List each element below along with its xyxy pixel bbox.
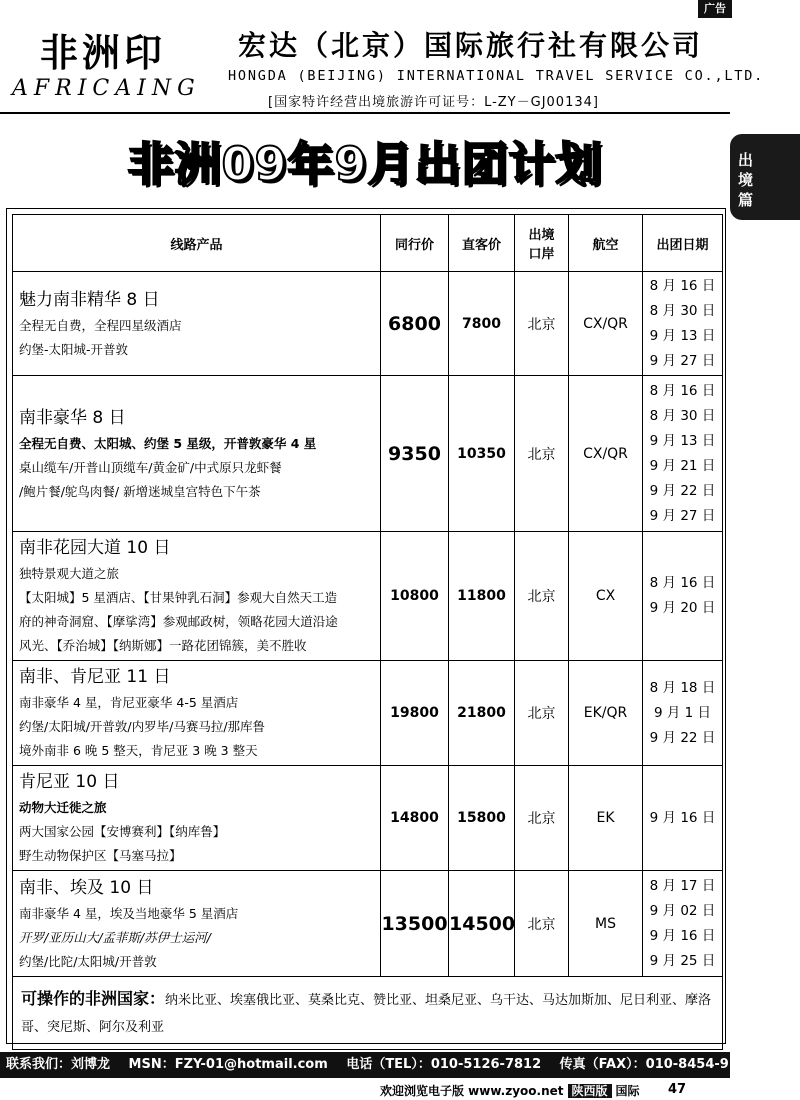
countries-label: 可操作的非洲国家：	[21, 989, 166, 1008]
date-item: 8 月 16 日	[649, 277, 716, 294]
route-cell	[13, 661, 381, 766]
direct-price: 10350	[449, 376, 515, 532]
departure-dates	[643, 661, 723, 766]
side-tab-label: 出境篇	[738, 151, 754, 209]
company-name-chinese: 宏达（北京）国际旅行社有限公司	[238, 29, 704, 62]
header-port-line1: 出境	[528, 228, 555, 243]
date-item: 9 月 22 日	[649, 729, 716, 746]
peer-price: 19800	[381, 661, 449, 766]
peer-price: 10800	[381, 532, 449, 661]
direct-price: 15800	[449, 766, 515, 871]
departure-dates	[643, 272, 723, 376]
route-cell	[13, 766, 381, 871]
route-cell	[13, 871, 381, 977]
contact-fax: 传真（FAX）：010-8454-9193	[559, 1057, 756, 1072]
date-item: 9 月 13 日	[649, 432, 716, 449]
departure-port: 北京	[515, 661, 569, 766]
date-item: 9 月 02 日	[649, 902, 716, 919]
departure-port: 北京	[515, 532, 569, 661]
date-item: 9 月 1 日	[653, 704, 712, 721]
departure-port: 北京	[515, 376, 569, 532]
date-item: 8 月 16 日	[649, 575, 716, 591]
license-number: [国家特许经营出境旅游许可证号：L-ZY－GJ00134]	[268, 95, 599, 110]
route-detail: /鲍片餐/鸵鸟肉餐/ 新增迷城皇宫特色下午茶	[19, 483, 261, 499]
route-detail: 两大国家公园【安博赛利】【纳库鲁】	[19, 824, 226, 839]
header-airline: 航空	[569, 215, 643, 272]
route-title: 南非花园大道 10 日	[19, 538, 171, 558]
header-direct-price: 直客价	[449, 215, 515, 272]
website-text: 欢迎浏览电子版 www.zyoo.net	[380, 1084, 564, 1098]
countries-row	[13, 977, 723, 1050]
departure-port: 北京	[515, 871, 569, 977]
route-detail: 约堡/比陀/太阳城/开普敦	[19, 953, 157, 969]
route-detail: 约堡/太阳城/开普敦/内罗毕/马赛马拉/那库鲁	[19, 719, 266, 734]
date-item: 9 月 27 日	[649, 352, 716, 369]
route-title: 南非豪华 8 日	[19, 407, 126, 428]
company-name-english: HONGDA (BEIJING) INTERNATIONAL TRAVEL SERVICE CO.,LTD.	[228, 68, 765, 84]
route-detail: 全程无自费、太阳城、约堡 5 星级，开普敦豪华 4 星	[19, 435, 317, 451]
route-title: 南非、埃及 10 日	[19, 877, 154, 898]
route-detail: 全程无自费，全程四星级酒店	[19, 317, 182, 333]
direct-price: 14500	[449, 871, 515, 977]
edition-tag: 陕西版	[568, 1084, 612, 1098]
page-number: 47	[668, 1082, 687, 1097]
date-item: 8 月 16 日	[649, 382, 716, 399]
table-row	[13, 871, 723, 977]
section-label: 国际	[615, 1084, 640, 1098]
departure-dates	[643, 871, 723, 977]
header-route: 线路产品	[13, 215, 381, 272]
date-item: 8 月 17 日	[649, 877, 716, 894]
departure-dates	[643, 532, 723, 661]
table-row	[13, 766, 723, 871]
contact-msn: MSN：FZY-01@hotmail.com	[128, 1057, 328, 1072]
table-row	[13, 661, 723, 766]
date-item: 9 月 16 日	[649, 927, 716, 944]
route-detail: 境外南非 6 晚 5 整天，肯尼亚 3 晚 3 整天	[19, 743, 258, 758]
tour-schedule-table	[12, 214, 723, 1050]
table-row	[13, 532, 723, 661]
route-title: 肯尼亚 10 日	[19, 772, 120, 792]
route-title: 南非、肯尼亚 11 日	[19, 667, 171, 687]
peer-price: 9350	[381, 376, 449, 532]
departure-dates	[643, 766, 723, 871]
route-detail: 约堡-太阳城-开普敦	[19, 341, 129, 357]
contact-person: 联系我们：刘博龙	[6, 1057, 111, 1072]
table-header-row	[13, 215, 723, 272]
table-row	[13, 376, 723, 532]
route-detail: 南非豪华 4 星，埃及当地豪华 5 星酒店	[19, 905, 239, 921]
advertisement-tag: 广告	[698, 0, 732, 18]
date-item: 9 月 16 日	[649, 809, 716, 826]
logo-english: AFRICAING	[12, 76, 201, 101]
airline: EK	[569, 766, 643, 871]
date-item: 9 月 25 日	[649, 952, 716, 969]
date-item: 8 月 18 日	[649, 679, 716, 696]
airline: MS	[569, 871, 643, 977]
date-item: 9 月 27 日	[649, 507, 716, 524]
departure-dates	[643, 376, 723, 532]
route-detail: 独特景观大道之旅	[19, 566, 120, 581]
logo-chinese: 非洲印	[40, 30, 167, 75]
peer-price: 14800	[381, 766, 449, 871]
header-divider	[0, 112, 730, 114]
airline: EK/QR	[569, 661, 643, 766]
route-cell	[13, 532, 381, 661]
route-detail: 南非豪华 4 星，肯尼亚豪华 4-5 星酒店	[19, 695, 239, 710]
route-cell	[13, 272, 381, 376]
route-cell	[13, 376, 381, 532]
header-port	[515, 215, 569, 272]
route-detail: 【太阳城】5 星酒店、【甘果钟乳石洞】参观大自然天工造	[19, 590, 338, 605]
direct-price: 7800	[449, 272, 515, 376]
header-dates: 出团日期	[643, 215, 723, 272]
page-title: 非洲09年9月出团计划	[127, 137, 603, 191]
date-item: 8 月 30 日	[649, 407, 716, 424]
date-item: 8 月 30 日	[649, 302, 716, 319]
section-side-tab	[730, 134, 800, 220]
date-item: 9 月 22 日	[649, 482, 716, 499]
route-title: 魅力南非精华 8 日	[19, 289, 160, 310]
date-item: 9 月 21 日	[649, 457, 716, 474]
contact-bar	[0, 1052, 756, 1078]
schedule-frame	[6, 208, 726, 1044]
peer-price: 13500	[381, 871, 449, 977]
header-port-line2: 口岸	[528, 247, 555, 262]
direct-price: 21800	[449, 661, 515, 766]
airline: CX	[569, 532, 643, 661]
route-detail: 开罗/亚历山大/孟菲斯/苏伊士运河/	[19, 929, 211, 945]
departure-port: 北京	[515, 272, 569, 376]
route-detail: 动物大迁徙之旅	[19, 800, 107, 815]
countries-list: 纳米比亚、埃塞俄比亚、莫桑比克、赞比亚、坦桑尼亚、乌干达、马达加斯加、尼日利亚、摩洛哥、突尼斯、阿尔及利亚	[21, 993, 712, 1035]
bottom-info	[380, 1082, 640, 1099]
table-row	[13, 272, 723, 376]
peer-price: 6800	[381, 272, 449, 376]
contact-phone: 电话（TEL）：010-5126-7812	[346, 1057, 542, 1072]
route-detail: 风光、【乔治城】【纳斯娜】一路花团锦簇，美不胜收	[19, 638, 307, 653]
airline: CX/QR	[569, 376, 643, 532]
route-detail: 桌山缆车/开普山顶缆车/黄金矿/中式原只龙虾餐	[19, 459, 282, 475]
departure-port: 北京	[515, 766, 569, 871]
direct-price: 11800	[449, 532, 515, 661]
route-detail: 野生动物保护区【马塞马拉】	[19, 848, 182, 863]
date-item: 9 月 20 日	[649, 600, 716, 616]
airline: CX/QR	[569, 272, 643, 376]
countries-cell	[13, 977, 723, 1050]
route-detail: 府的神奇洞窟、【摩挲湾】参观邮政树，领略花园大道沿途	[19, 614, 338, 629]
date-item: 9 月 13 日	[649, 327, 716, 344]
header-peer-price: 同行价	[381, 215, 449, 272]
